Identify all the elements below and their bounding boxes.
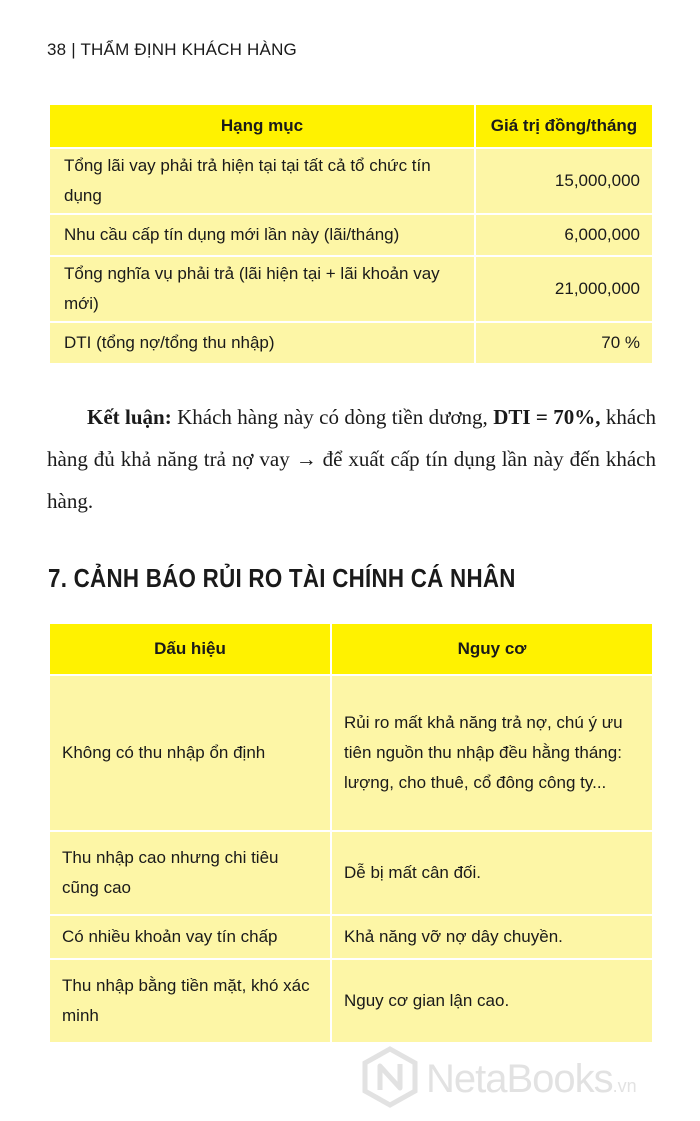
table-cell-sign: Thu nhập bằng tiền mặt, khó xác minh [49,959,331,1043]
table-cell-value: 15,000,000 [475,148,653,214]
column-header: Hạng mục [49,104,475,148]
table-cell-item: DTI (tổng nợ/tổng thu nhập) [49,322,475,364]
table-cell-item: Nhu cầu cấp tín dụng mới lần này (lãi/tháng) [49,214,475,256]
table-header-row [49,623,653,675]
table-cell-risk: Khả năng vỡ nợ dây chuyền. [331,915,653,959]
table-cell-value: 70 % [475,322,653,364]
conclusion-text: khách hàng đủ khả năng trả nợ vay → để xuất cấp tín dụng lần này đến khách hàng. [47,405,657,513]
conclusion-dti: DTI = 70%, [493,405,601,429]
table-row [49,214,653,256]
page-header: 38 | THẨM ĐỊNH KHÁCH HÀNG [47,40,297,59]
watermark-text: NetaBooks.vn [426,1057,637,1101]
netabooks-logo-icon [362,1046,418,1113]
table-cell-sign: Có nhiều khoản vay tín chấp [49,915,331,959]
section-heading: 7. CẢNH BÁO RỦI RO TÀI CHÍNH CÁ NHÂN [48,563,516,593]
table-header-row [49,104,653,148]
table-cell-item: Tổng nghĩa vụ phải trả (lãi hiện tại + lãi khoản vay mới) [49,256,475,322]
table-row [49,675,653,831]
table-cell-risk: Nguy cơ gian lận cao. [331,959,653,1043]
table-cell-value: 21,000,000 [475,256,653,322]
table-row [49,959,653,1043]
table-cell-value: 6,000,000 [475,214,653,256]
table-row [49,256,653,322]
table-row [49,915,653,959]
table-cell-sign: Thu nhập cao nhưng chi tiêu cũng cao [49,831,331,915]
table-cell-risk: Rủi ro mất khả năng trả nợ, chú ý ưu tiên nguồn thu nhập đều hằng tháng: lượng, cho thuê, cổ đông công ty... [331,675,653,831]
table-cell-item: Tổng lãi vay phải trả hiện tại tại tất cả tổ chức tín dụng [49,148,475,214]
conclusion-text: Khách hàng này có dòng tiền dương, [171,405,494,429]
table-cell-sign: Không có thu nhập ổn định [49,675,331,831]
column-header: Dấu hiệu [49,623,331,675]
risk-warning-table [48,622,654,1044]
conclusion-paragraph [47,396,656,522]
conclusion-label: Kết luận: [87,405,172,429]
table-row [49,322,653,364]
credit-obligation-table [48,103,654,365]
table-row [49,831,653,915]
watermark [362,1046,637,1113]
column-header: Nguy cơ [331,623,653,675]
column-header: Giá trị đồng/tháng [475,104,653,148]
table-cell-risk: Dễ bị mất cân đối. [331,831,653,915]
table-row [49,148,653,214]
